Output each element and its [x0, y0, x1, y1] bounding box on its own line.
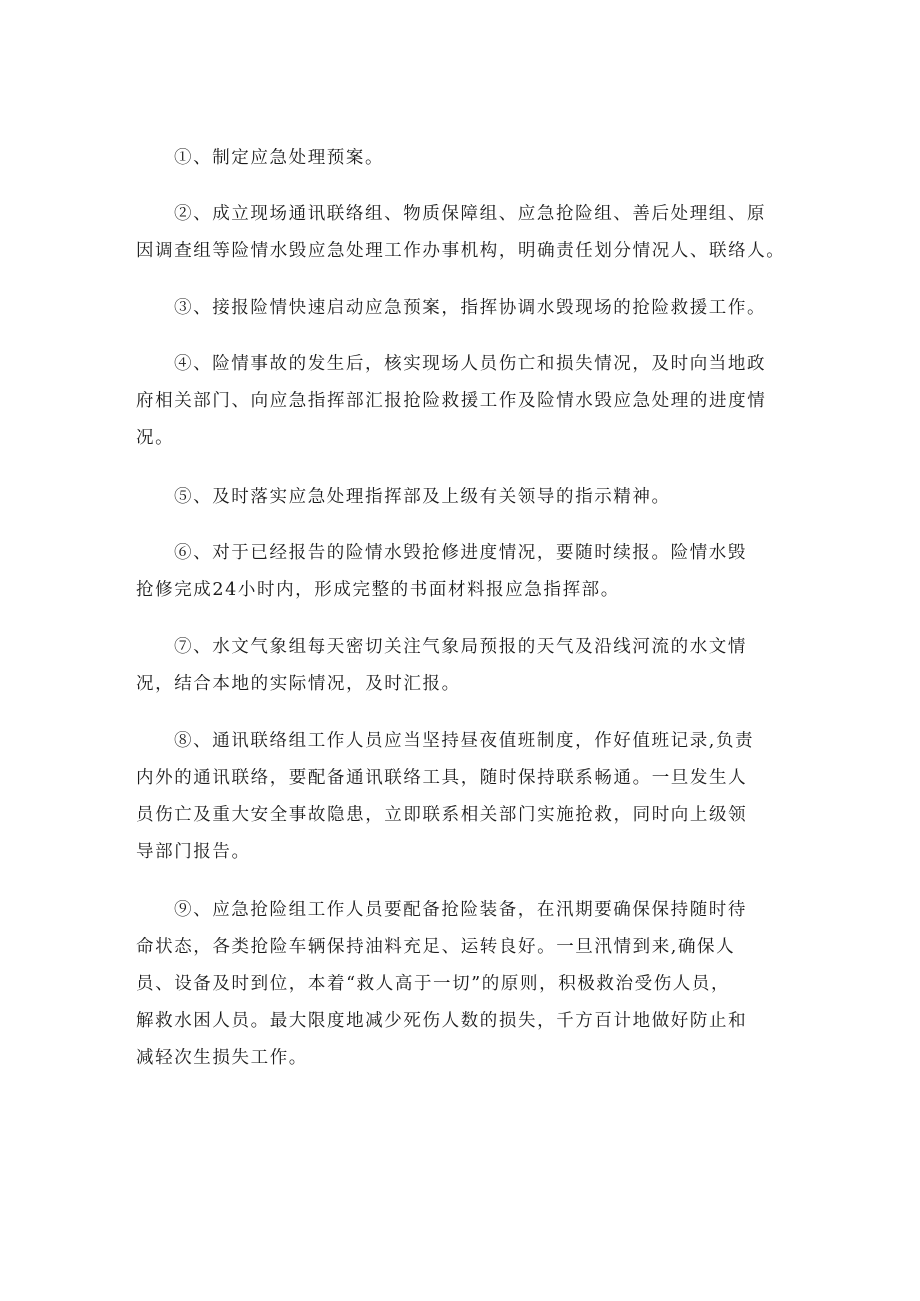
paragraph-line: 导部门报告。: [136, 842, 251, 862]
paragraph-line: ③、接报险情快速启动应急预案，指挥协调水毁现场的抢险救援工作。: [174, 298, 767, 318]
paragraph-line: ④、险情事故的发生后，核实现场人员伤亡和损失情况，及时向当地政: [174, 354, 767, 374]
paragraph-line: ⑦、水文气象组每天密切关注气象局预报的天气及沿线河流的水文情: [174, 637, 747, 657]
paragraph-line: 解救水困人员。最大限度地减少死伤人数的损失，千方百计地做好防止和: [136, 1011, 748, 1031]
paragraph-line: 况。: [136, 428, 175, 448]
paragraph-2: [136, 196, 816, 270]
paragraph-line: 员、设备及时到位，本着“救人高于一切”的原则，积极救治受伤人员，: [136, 974, 731, 994]
paragraph-1: [136, 140, 816, 177]
paragraph-8: [136, 723, 816, 871]
paragraph-line: 因调查组等险情水毁应急处理工作办事机构，明确责任划分情况人、联络人。: [136, 241, 786, 261]
paragraph-line: 府相关部门、向应急指挥部汇报抢险救援工作及险情水毁应急处理的进度情: [136, 391, 767, 411]
paragraph-line: 减轻次生损失工作。: [136, 1048, 308, 1068]
paragraph-9: [136, 892, 816, 1077]
paragraph-line: ⑧、通讯联络组工作人员应当坚持昼夜值班制度，作好值班记录,负责: [174, 731, 755, 751]
paragraph-line: ⑨、应急抢险组工作人员要配备抢险装备，在汛期要确保保持随时待: [174, 900, 747, 920]
paragraph-line: 内外的通讯联络，要配备通讯联络工具，随时保持联系畅通。一旦发生人: [136, 768, 748, 788]
paragraph-line: ①、制定应急处理预案。: [174, 148, 385, 168]
paragraph-line: 员伤亡及重大安全事故隐患，立即联系相关部门实施抢救，同时向上级领: [136, 805, 748, 825]
paragraph-line: 命状态，各类抢险车辆保持油料充足、运转良好。一旦汛情到来,确保人: [136, 937, 736, 957]
paragraph-7: [136, 629, 816, 703]
paragraph-4: [136, 346, 816, 457]
paragraph-line: ⑤、及时落实应急处理指挥部及上级有关领导的指示精神。: [174, 487, 671, 507]
paragraph-line: ②、成立现场通讯联络组、物质保障组、应急抢险组、善后处理组、原: [174, 204, 767, 224]
paragraph-3: [136, 290, 816, 327]
paragraph-line: 抢修完成24小时内，形成完整的书面材料报应急指挥部。: [136, 580, 620, 600]
paragraph-line: ⑥、对于已经报告的险情水毁抢修进度情况，要随时续报。险情水毁: [174, 543, 747, 563]
paragraph-6: [136, 535, 816, 609]
paragraph-line: 况，结合本地的实际情况，及时汇报。: [136, 674, 461, 694]
paragraph-5: [136, 479, 816, 516]
